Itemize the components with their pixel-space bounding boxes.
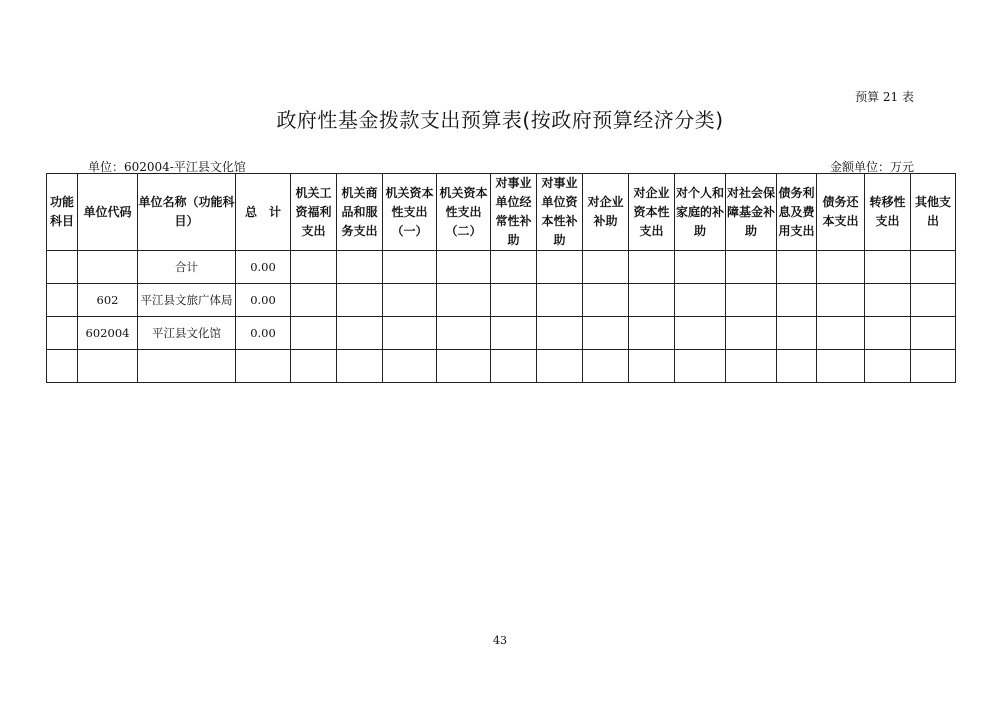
header-row [47, 174, 956, 251]
table-cell [865, 284, 911, 317]
table-cell [817, 317, 865, 350]
header-cell: 其他支出 [911, 174, 956, 251]
header-cell: 对事业单位经常性补助 [491, 174, 537, 251]
table-row [47, 317, 956, 350]
table-cell [337, 251, 383, 284]
table-cell: 合计 [138, 251, 236, 284]
table-cell [817, 251, 865, 284]
table-cell [629, 350, 675, 383]
table-cell [337, 350, 383, 383]
table-cell [675, 317, 726, 350]
header-cell: 机关商品和服务支出 [337, 174, 383, 251]
table-cell [383, 251, 437, 284]
table-cell [911, 350, 956, 383]
table-cell [78, 251, 138, 284]
table-cell [236, 350, 291, 383]
table-cell [47, 317, 78, 350]
table-cell [777, 317, 817, 350]
header-cell: 对个人和家庭的补助 [675, 174, 726, 251]
table-cell: 平江县文旅广体局 [138, 284, 236, 317]
table-cell [337, 284, 383, 317]
table-cell [47, 251, 78, 284]
table-cell: 平江县文化馆 [138, 317, 236, 350]
table-cell [383, 350, 437, 383]
table-cell [437, 284, 491, 317]
table-cell [726, 284, 777, 317]
table-cell [138, 350, 236, 383]
table-cell [583, 350, 629, 383]
table-cell [383, 317, 437, 350]
table-cell [817, 350, 865, 383]
table-cell [491, 251, 537, 284]
page-number: 43 [493, 634, 507, 647]
table-cell: 602004 [78, 317, 138, 350]
table-cell [777, 350, 817, 383]
table-cell [78, 350, 138, 383]
header-cell: 对企业资本性支出 [629, 174, 675, 251]
table-cell [865, 350, 911, 383]
table-cell [537, 251, 583, 284]
header-cell: 机关资本性支出（二） [437, 174, 491, 251]
header-cell: 单位名称（功能科目） [138, 174, 236, 251]
table-cell [47, 284, 78, 317]
table-cell [865, 317, 911, 350]
table-cell [437, 251, 491, 284]
table-cell [726, 317, 777, 350]
header-cell: 机关工资福利支出 [291, 174, 337, 251]
table-body [47, 251, 956, 383]
table-cell [437, 317, 491, 350]
header-cell: 对企业补助 [583, 174, 629, 251]
table-cell [777, 251, 817, 284]
table-cell [291, 284, 337, 317]
table-cell [629, 284, 675, 317]
table-cell: 0.00 [236, 317, 291, 350]
table-cell [911, 317, 956, 350]
table-cell [291, 317, 337, 350]
table-cell [291, 251, 337, 284]
table-cell [675, 284, 726, 317]
budget-table [46, 173, 956, 383]
header-cell: 对事业单位资本性补助 [537, 174, 583, 251]
table-cell [491, 317, 537, 350]
header-cell: 功能科目 [47, 174, 78, 251]
header-cell: 债务利息及费用支出 [777, 174, 817, 251]
table-cell [437, 350, 491, 383]
table-cell [337, 317, 383, 350]
table-cell [777, 284, 817, 317]
table-cell [817, 284, 865, 317]
header-cell: 债务还本支出 [817, 174, 865, 251]
table-cell [583, 317, 629, 350]
table-header [47, 174, 956, 251]
table-cell [537, 284, 583, 317]
header-cell: 机关资本性支出（一） [383, 174, 437, 251]
table-row [47, 350, 956, 383]
table-cell [629, 251, 675, 284]
header-cell: 单位代码 [78, 174, 138, 251]
table-cell [291, 350, 337, 383]
table-row [47, 284, 956, 317]
table-cell [911, 251, 956, 284]
table-cell [911, 284, 956, 317]
header-cell: 转移性支出 [865, 174, 911, 251]
header-cell: 总 计 [236, 174, 291, 251]
table-cell [675, 350, 726, 383]
table-cell [491, 284, 537, 317]
amount-unit: 金额单位：万元 [829, 160, 914, 174]
table-cell [675, 251, 726, 284]
table-cell [537, 317, 583, 350]
table-cell [726, 251, 777, 284]
reporting-unit: 单位：602004-平江县文化馆 [88, 160, 246, 174]
table-cell [726, 350, 777, 383]
table-cell [491, 350, 537, 383]
table-cell [583, 251, 629, 284]
page-title: 政府性基金拨款支出预算表(按政府预算经济分类) [276, 108, 724, 132]
table-cell: 0.00 [236, 284, 291, 317]
table-cell [629, 317, 675, 350]
table-cell [47, 350, 78, 383]
header-cell: 对社会保障基金补助 [726, 174, 777, 251]
table-row [47, 251, 956, 284]
table-cell [383, 284, 437, 317]
table-cell: 0.00 [236, 251, 291, 284]
table-cell [583, 284, 629, 317]
table-cell: 602 [78, 284, 138, 317]
table-cell [537, 350, 583, 383]
table-code: 预算 21 表 [855, 90, 914, 104]
table-cell [865, 251, 911, 284]
